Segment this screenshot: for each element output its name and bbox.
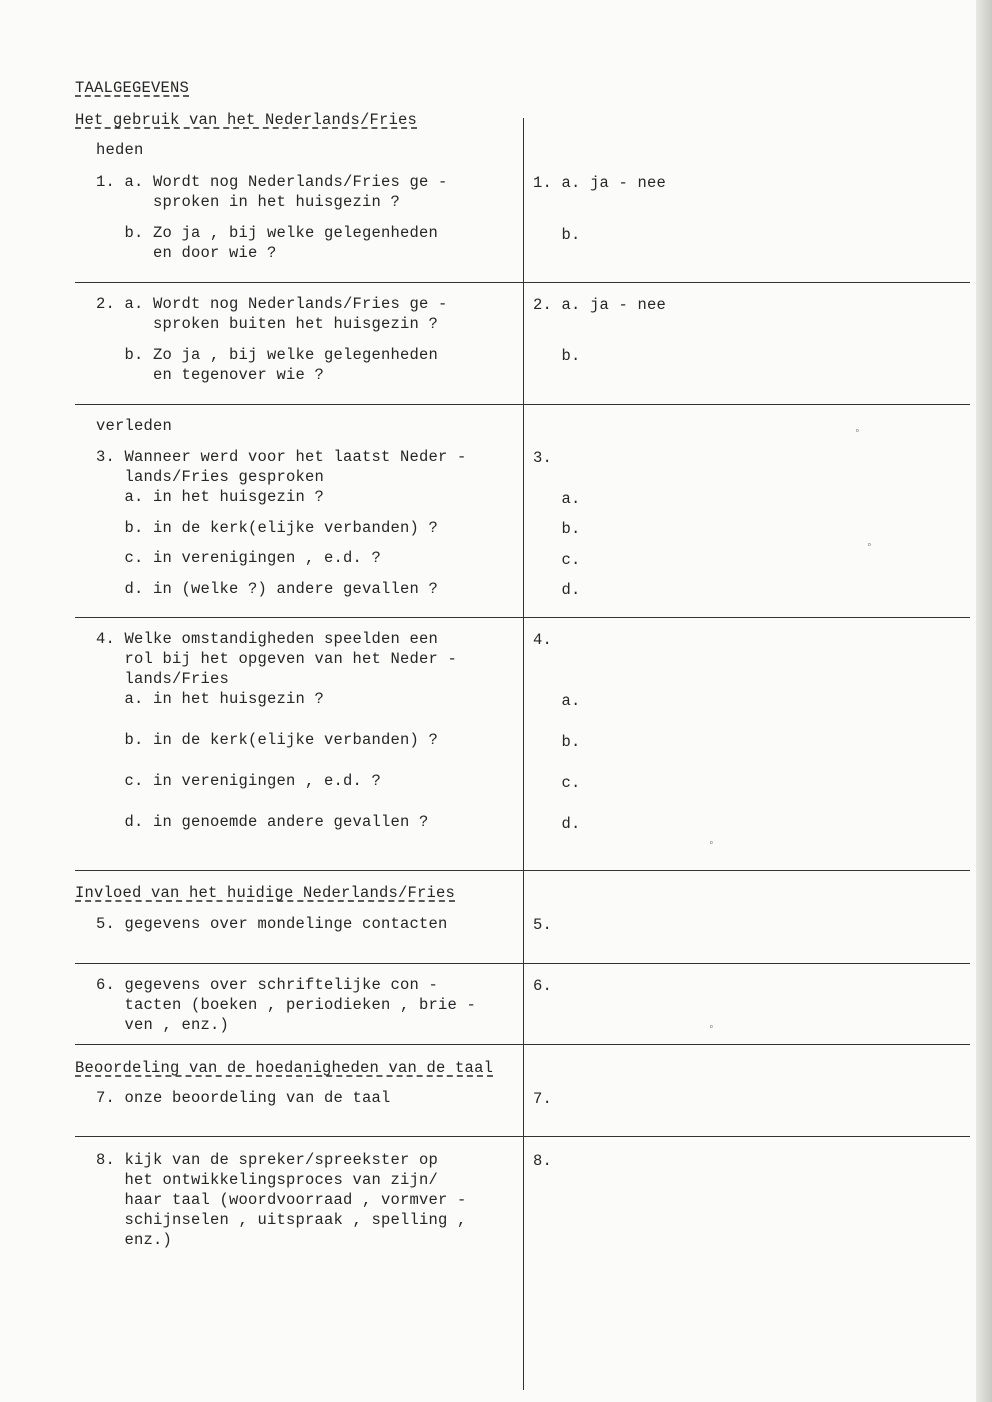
q2-a-line1: 2. a. Wordt nog Nederlands/Fries ge - <box>96 295 448 313</box>
q4-item-b: b. in de kerk(elijke verbanden) ? <box>96 731 439 749</box>
divider-3 <box>75 617 970 618</box>
section-heading-judgement: Beoordeling van de hoedanigheden van de taal <box>75 1059 494 1077</box>
subheading-past: verleden <box>96 417 173 435</box>
q6-line2: tacten (boeken , periodieken , brie - <box>96 996 477 1014</box>
scan-speck: ◦ <box>854 426 861 438</box>
answer-3[interactable]: 3. <box>533 449 553 467</box>
q6-line1: 6. gegevens over schriftelijke con - <box>96 976 439 994</box>
answer-5[interactable]: 5. <box>533 916 553 934</box>
divider-6 <box>75 1044 970 1045</box>
answer-7[interactable]: 7. <box>533 1090 553 1108</box>
answer-4d[interactable]: d. <box>533 815 581 833</box>
q4-item-a: a. in het huisgezin ? <box>96 690 325 708</box>
divider-7 <box>75 1136 970 1137</box>
q3-item-b: b. in de kerk(elijke verbanden) ? <box>96 519 439 537</box>
q4-item-c: c. in verenigingen , e.d. ? <box>96 772 382 790</box>
answer-4b[interactable]: b. <box>533 733 581 751</box>
q4-line2: rol bij het opgeven van het Neder - <box>96 650 458 668</box>
q2-a-line2: sproken buiten het huisgezin ? <box>96 315 439 333</box>
divider-4 <box>75 870 970 871</box>
q8-line1: 8. kijk van de spreker/spreekster op <box>96 1151 439 1169</box>
answer-1b[interactable]: b. <box>533 226 581 244</box>
q1-a-line1: 1. a. Wordt nog Nederlands/Fries ge - <box>96 173 448 191</box>
q2-b-line1: b. Zo ja , bij welke gelegenheden <box>96 346 439 364</box>
q1-b-line2: en door wie ? <box>96 244 277 262</box>
divider-1 <box>75 282 970 283</box>
section-heading-influence: Invloed van het huidige Nederlands/Fries <box>75 884 456 902</box>
q3-item-a: a. in het huisgezin ? <box>96 488 325 506</box>
answer-2a[interactable]: 2. a. ja - nee <box>533 296 667 314</box>
answer-3c[interactable]: c. <box>533 551 581 569</box>
q4-line1: 4. Welke omstandigheden speelden een <box>96 630 439 648</box>
answer-3b[interactable]: b. <box>533 520 581 538</box>
q8-line4: schijnselen , uitspraak , spelling , <box>96 1211 467 1229</box>
answer-3a[interactable]: a. <box>533 490 581 508</box>
answer-6[interactable]: 6. <box>533 977 553 995</box>
answer-4a[interactable]: a. <box>533 692 581 710</box>
answer-3d[interactable]: d. <box>533 581 581 599</box>
column-divider <box>523 118 524 1390</box>
q4-item-d: d. in genoemde andere gevallen ? <box>96 813 429 831</box>
q3-item-c: c. in verenigingen , e.d. ? <box>96 549 382 567</box>
q6-line3: ven , enz.) <box>96 1016 230 1034</box>
answer-4c[interactable]: c. <box>533 774 581 792</box>
q8-line3: haar taal (woordvoorraad , vormver - <box>96 1191 467 1209</box>
q4-line3: lands/Fries <box>96 670 230 688</box>
q7-text: 7. onze beoordeling van de taal <box>96 1089 391 1107</box>
page-edge <box>976 0 992 1402</box>
answer-4[interactable]: 4. <box>533 631 553 649</box>
scan-speck: ◦ <box>708 1022 715 1034</box>
q1-b-line1: b. Zo ja , bij welke gelegenheden <box>96 224 439 242</box>
scan-speck: ◦ <box>866 540 873 552</box>
q8-line2: het ontwikkelingsproces van zijn/ <box>96 1171 439 1189</box>
q3-line1: 3. Wanneer werd voor het laatst Neder - <box>96 448 467 466</box>
q5-text: 5. gegevens over mondelinge contacten <box>96 915 448 933</box>
scan-speck: ◦ <box>708 838 715 850</box>
answer-1a[interactable]: 1. a. ja - nee <box>533 174 667 192</box>
section-heading-usage: Het gebruik van het Nederlands/Fries <box>75 111 418 129</box>
answer-8[interactable]: 8. <box>533 1152 553 1170</box>
q2-b-line2: en tegenover wie ? <box>96 366 325 384</box>
form-title: TAALGEGEVENS <box>75 79 190 97</box>
divider-5 <box>75 963 970 964</box>
answer-2b[interactable]: b. <box>533 347 581 365</box>
q3-line2: lands/Fries gesproken <box>96 468 325 486</box>
q3-item-d: d. in (welke ?) andere gevallen ? <box>96 580 439 598</box>
q8-line5: enz.) <box>96 1231 173 1249</box>
q1-a-line2: sproken in het huisgezin ? <box>96 193 401 211</box>
subheading-present: heden <box>96 141 144 159</box>
divider-2 <box>75 404 970 405</box>
